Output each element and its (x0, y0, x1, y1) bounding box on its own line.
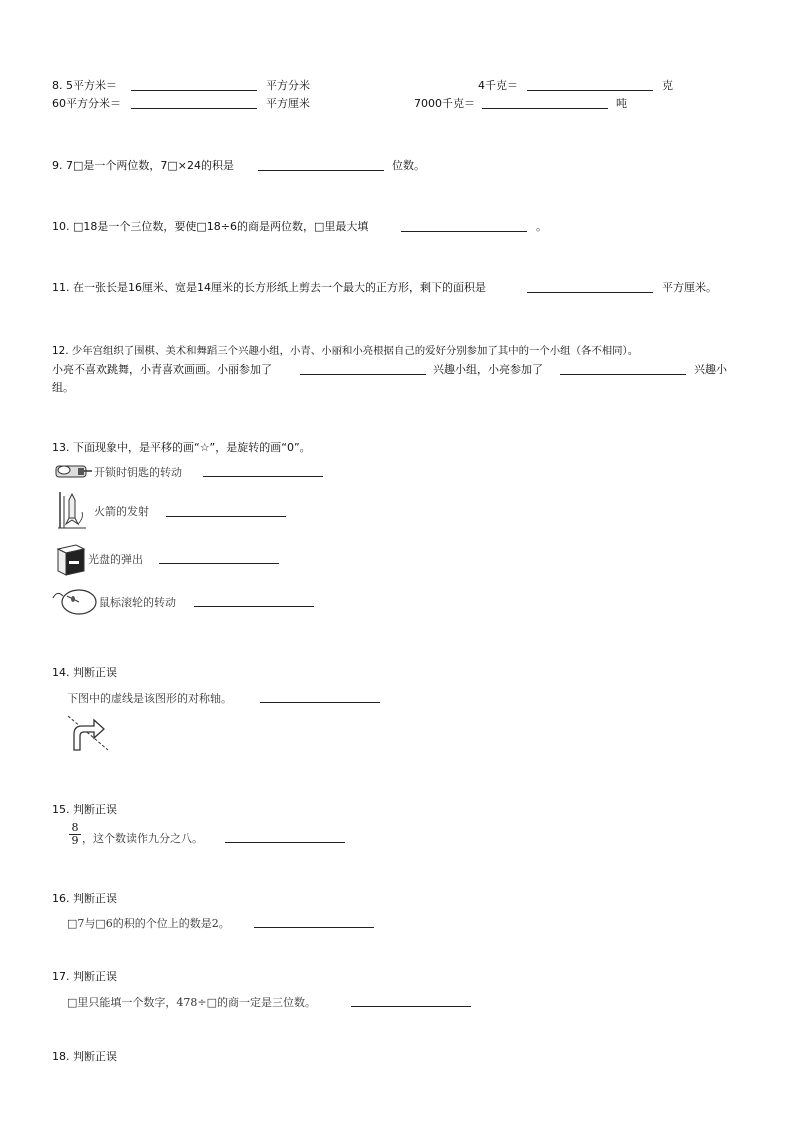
q8-a-label: 8. 5平方米＝ (52, 79, 117, 92)
q18-title: 18. 判断正误 (52, 1050, 117, 1063)
q12-line3: 组。 (52, 381, 74, 394)
q13-blank-3[interactable] (159, 553, 279, 564)
q8-a-unit: 平方分米 (266, 79, 310, 92)
q13-text: 13. 下面现象中，是平移的画“☆”，是旋转的画“0”。 (52, 441, 311, 454)
q13-item-3: 光盘的弹出 (88, 553, 143, 566)
q15-text: ，这个数读作九分之八。 (82, 832, 203, 845)
q13-item-1: 开锁时钥匙的转动 (94, 466, 182, 479)
q13-blank-1[interactable] (203, 466, 323, 477)
q13-blank-4[interactable] (194, 596, 314, 607)
q8-right-blank[interactable] (527, 80, 653, 91)
q10-tail: 。 (536, 220, 547, 233)
q12-blank-1[interactable] (300, 364, 426, 375)
mouse-icon (49, 584, 99, 618)
q16-title: 16. 判断正误 (52, 892, 117, 905)
q14-title: 14. 判断正误 (52, 666, 117, 679)
lock-key-icon (54, 461, 94, 481)
q16-text: □7与□6的积的个位上的数是2。 (67, 917, 230, 930)
q9-blank[interactable] (258, 160, 384, 171)
q15-fraction (68, 822, 82, 847)
q12-line2-b: 兴趣小组，小亮参加了 (433, 363, 543, 376)
q14-blank[interactable] (260, 692, 380, 703)
computer-disc-icon (54, 541, 88, 577)
q8-row1-left (52, 77, 117, 93)
q8-b-blank[interactable] (131, 98, 257, 109)
q12-line2-a: 小亮不喜欢跳舞，小青喜欢画画。小丽参加了 (52, 363, 272, 376)
q13-item-2: 火箭的发射 (94, 505, 149, 518)
q16-blank[interactable] (254, 917, 374, 928)
q12-line2-c: 兴趣小 (694, 363, 727, 376)
q11-blank[interactable] (527, 282, 653, 293)
q17-text: □里只能填一个数字，478÷□的商一定是三位数。 (67, 996, 316, 1009)
q17-blank[interactable] (351, 996, 471, 1007)
rocket-icon (56, 490, 94, 530)
q8-right-unit: 克 (662, 79, 673, 92)
q10-text: 10. □18是一个三位数，要使□18÷6的商是两位数，□里最大填 (52, 220, 369, 233)
q17-title: 17. 判断正误 (52, 970, 117, 983)
q8-b-unit: 平方厘米 (266, 97, 310, 110)
q8-b-right-unit: 吨 (616, 97, 627, 110)
q8-b-right-label: 7000千克＝ (414, 97, 475, 110)
q11-tail: 平方厘米。 (662, 281, 717, 294)
q15-title: 15. 判断正误 (52, 803, 117, 816)
q10-blank[interactable] (401, 221, 527, 232)
q8-right-label: 4千克＝ (478, 79, 518, 92)
q9-tail: 位数。 (392, 159, 425, 172)
q8-a-blank[interactable] (131, 80, 257, 91)
q15-numerator: 8 (71, 821, 79, 834)
q14-text: 下图中的虚线是该图形的对称轴。 (67, 692, 232, 705)
q15-denominator: 9 (71, 834, 79, 847)
q8-b-label: 60平方分米＝ (52, 97, 121, 110)
q15-blank[interactable] (225, 832, 345, 843)
turn-arrow-figure (66, 712, 112, 754)
q13-item-4: 鼠标滚轮的转动 (99, 596, 176, 609)
q12-blank-2[interactable] (560, 364, 686, 375)
q11-text: 11. 在一张长是16厘米、宽是14厘米的长方形纸上剪去一个最大的正方形，剩下的面积是 (52, 281, 486, 294)
q12-line1: 12. 少年宫组织了围棋、美术和舞蹈三个兴趣小组，小青、小丽和小亮根据自己的爱好分别参加了其中的一个小组（各不相同）。 (52, 345, 639, 357)
q8-b-right-blank[interactable] (482, 98, 608, 109)
q13-blank-2[interactable] (166, 506, 286, 517)
q9-text: 9. 7□是一个两位数，7□×24的积是 (52, 159, 234, 172)
